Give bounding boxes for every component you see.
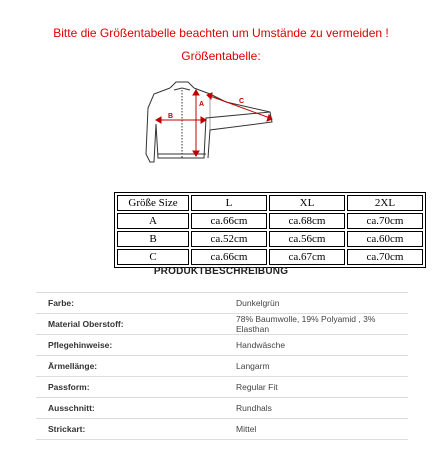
spec-label: Ärmellänge: xyxy=(48,361,98,371)
size-cell: C xyxy=(117,249,189,265)
size-chart-notice: Bitte die Größentabelle beachten um Umstände zu vermeiden ! xyxy=(53,26,389,40)
size-cell: ca.70cm xyxy=(347,213,423,229)
size-header-xl: XL xyxy=(269,195,345,211)
spec-row-material xyxy=(36,314,408,335)
measure-label-a: A xyxy=(199,101,205,108)
spec-value: 78% Baumwolle, 19% Polyamid , 3% Elasthan xyxy=(236,314,376,334)
size-cell: A xyxy=(117,213,189,229)
spec-label: Passform: xyxy=(48,382,90,392)
size-chart-heading: Größentabelle: xyxy=(181,49,261,63)
size-cell: ca.56cm xyxy=(269,231,345,247)
spec-row-care xyxy=(36,335,408,356)
jacket-measurement-diagram xyxy=(130,78,310,178)
size-cell: ca.66cm xyxy=(191,213,267,229)
spec-row-sleeve xyxy=(36,356,408,377)
spec-label: Strickart: xyxy=(48,424,86,434)
product-spec-list xyxy=(36,292,408,440)
spec-value: Mittel xyxy=(236,424,257,434)
spec-value: Dunkelgrün xyxy=(236,298,280,308)
spec-row-knit xyxy=(36,419,408,440)
size-cell: ca.67cm xyxy=(269,249,345,265)
size-header-l: L xyxy=(191,195,267,211)
size-table xyxy=(114,192,426,268)
size-row-a xyxy=(117,213,423,229)
size-cell: ca.52cm xyxy=(191,231,267,247)
measure-label-c: C xyxy=(239,98,245,105)
size-cell: ca.70cm xyxy=(347,249,423,265)
size-cell: ca.60cm xyxy=(347,231,423,247)
size-cell: ca.66cm xyxy=(191,249,267,265)
spec-label: Ausschnitt: xyxy=(48,403,95,413)
size-row-c xyxy=(117,249,423,265)
spec-value: Regular Fit xyxy=(236,382,278,392)
spec-row-color xyxy=(36,292,408,314)
spec-row-fit xyxy=(36,377,408,398)
product-description-title: PRODUKTBESCHREIBUNG xyxy=(153,266,289,277)
size-row-b xyxy=(117,231,423,247)
size-header-label: Größe Size xyxy=(117,195,189,211)
spec-value: Handwäsche xyxy=(236,340,286,350)
measure-label-b: B xyxy=(168,113,174,120)
spec-value: Langarm xyxy=(236,361,270,371)
spec-label: Farbe: xyxy=(48,298,74,308)
spec-label: Pflegehinweise: xyxy=(48,340,113,350)
spec-value: Rundhals xyxy=(236,403,272,413)
size-header-2xl: 2XL xyxy=(347,195,423,211)
spec-label: Material Oberstoff: xyxy=(48,319,124,329)
size-cell: B xyxy=(117,231,189,247)
size-table-header xyxy=(117,195,423,211)
spec-row-neckline xyxy=(36,398,408,419)
size-cell: ca.68cm xyxy=(269,213,345,229)
